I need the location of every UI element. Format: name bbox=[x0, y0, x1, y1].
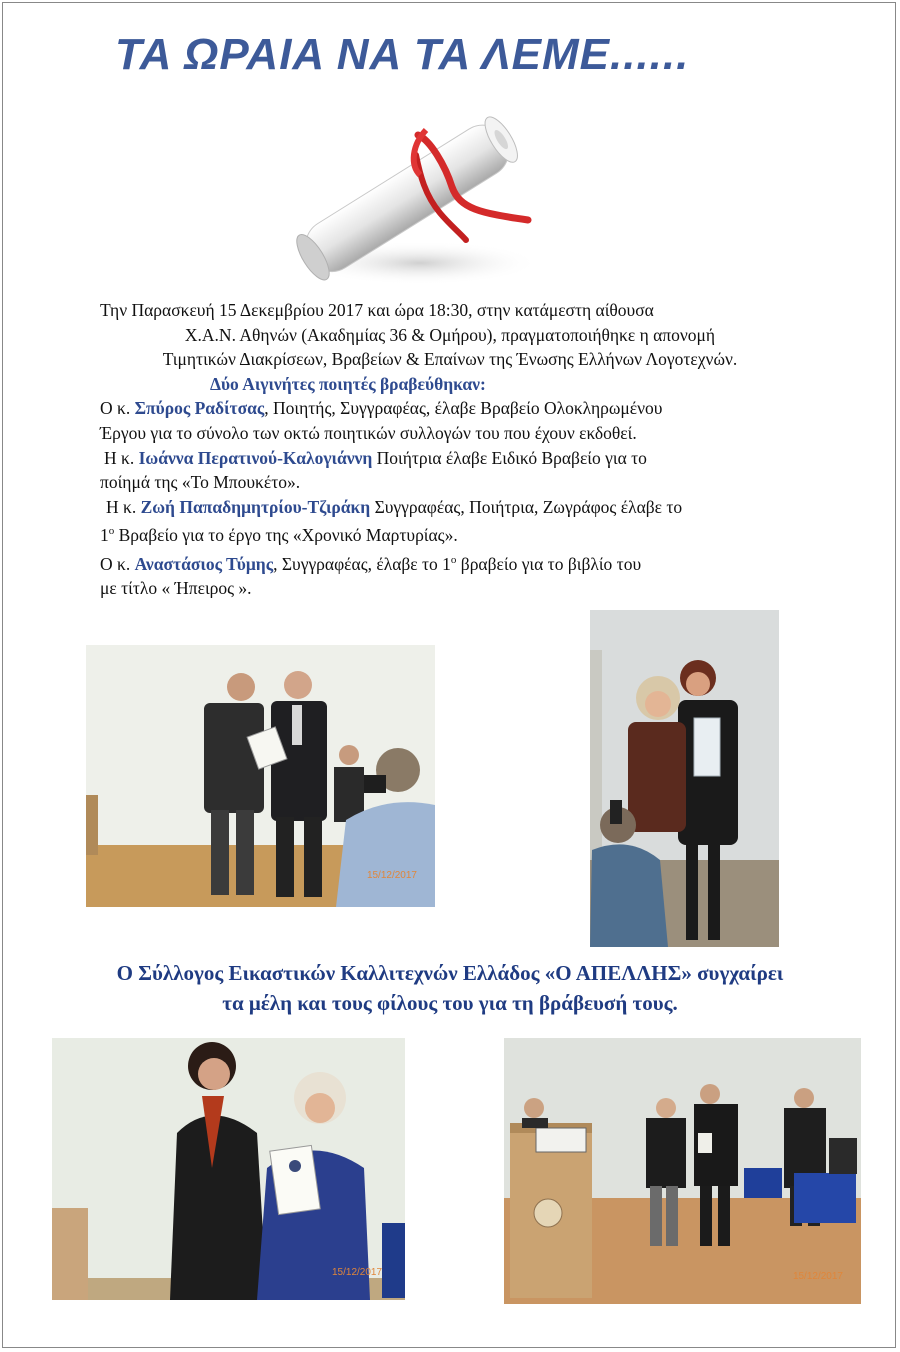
page-title: ΤΑ ΩΡΑΙΑ ΝΑ ΤΑ ΛΕΜΕ...... bbox=[115, 30, 690, 79]
award-text: Βραβείο για το έργο της «Χρονικό Μαρτυρίας». bbox=[114, 525, 458, 546]
award-prefix: Ο κ. bbox=[100, 398, 135, 419]
award-line: Έργου για το σύνολο των οκτώ ποιητικών συλλογών του που έχουν εκδοθεί. bbox=[100, 422, 637, 443]
intro-line: Χ.Α.Ν. Αθηνών (Ακαδημίας 36 & Ομήρου), πραγματοποιήθηκε η απονομή bbox=[184, 324, 716, 345]
congratulations-message bbox=[0, 958, 900, 1018]
award-line: ποίημά της «Το Μπουκέτο». bbox=[100, 472, 301, 493]
diploma-scroll-icon bbox=[270, 95, 540, 295]
award-prefix: Η κ. bbox=[106, 496, 141, 517]
award-name: Ζωή Παπαδημητρίου-Τζιράκη bbox=[140, 496, 371, 517]
photo-date-stamp: 15/12/2017 bbox=[332, 1267, 383, 1278]
award-name: Ιωάννα Περατινού-Καλογιάννη bbox=[138, 447, 373, 468]
award-text: βραβείο για το βιβλίο του bbox=[456, 553, 642, 574]
award-text: , Συγγραφέας, έλαβε το 1 bbox=[273, 553, 451, 574]
award-text: Συγγραφέας, Ποιήτρια, Ζωγράφος έλαβε το bbox=[370, 496, 683, 517]
award-prefix: Ο κ. bbox=[100, 553, 135, 574]
award-prefix: Η κ. bbox=[104, 447, 139, 468]
photo-date-stamp: 15/12/2017 bbox=[792, 1271, 843, 1282]
photo-award-ceremony-4 bbox=[504, 1038, 861, 1304]
award-name: Αναστάσιος Τύμης bbox=[134, 553, 274, 574]
award-line bbox=[60, 519, 840, 547]
intro-line: Την Παρασκευή 15 Δεκεμβρίου 2017 και ώρα 18:30, στην κατάμεστη αίθουσα bbox=[100, 300, 654, 320]
award-line: με τίτλο « Ήπειρος ». bbox=[100, 578, 252, 599]
photo-award-ceremony-2 bbox=[590, 610, 779, 947]
photo-award-ceremony-3 bbox=[52, 1038, 405, 1300]
intro-line: Τιμητικών Διακρίσεων, Βραβείων & Επαίνων της Ένωσης Ελλήνων Λογοτεχνών. bbox=[162, 349, 738, 370]
award-name: Σπύρος Ραδίτσας bbox=[134, 398, 265, 419]
award-ordinal-sup: ο bbox=[108, 525, 115, 538]
photo-date-stamp: 15/12/2017 bbox=[366, 870, 417, 881]
awards-subtitle: Δύο Αιγινήτες ποιητές βραβεύθηκαν: bbox=[210, 373, 486, 394]
award-ordinal-sup: ο bbox=[450, 553, 457, 566]
award-line bbox=[60, 495, 840, 520]
award-text: , Ποιητής, Συγγραφέας, έλαβε Βραβείο Ολοκληρωμένου bbox=[264, 398, 663, 419]
award-text: Ποιήτρια έλαβε Ειδικό Βραβείο για το bbox=[372, 447, 647, 468]
award-ordinal: 1 bbox=[100, 525, 109, 546]
congrats-line: Ο Σύλλογος Εικαστικών Καλλιτεχνών Ελλάδος «Ο ΑΠΕΛΛΗΣ» συγχαίρει bbox=[116, 961, 784, 985]
congrats-line: τα μέλη και τους φίλους του για τη βράβευσή τους. bbox=[222, 991, 678, 1015]
photo-award-ceremony-1 bbox=[86, 645, 435, 907]
award-line bbox=[60, 446, 840, 471]
award-line bbox=[60, 548, 840, 576]
award-line bbox=[60, 396, 840, 421]
article-body bbox=[60, 298, 840, 601]
